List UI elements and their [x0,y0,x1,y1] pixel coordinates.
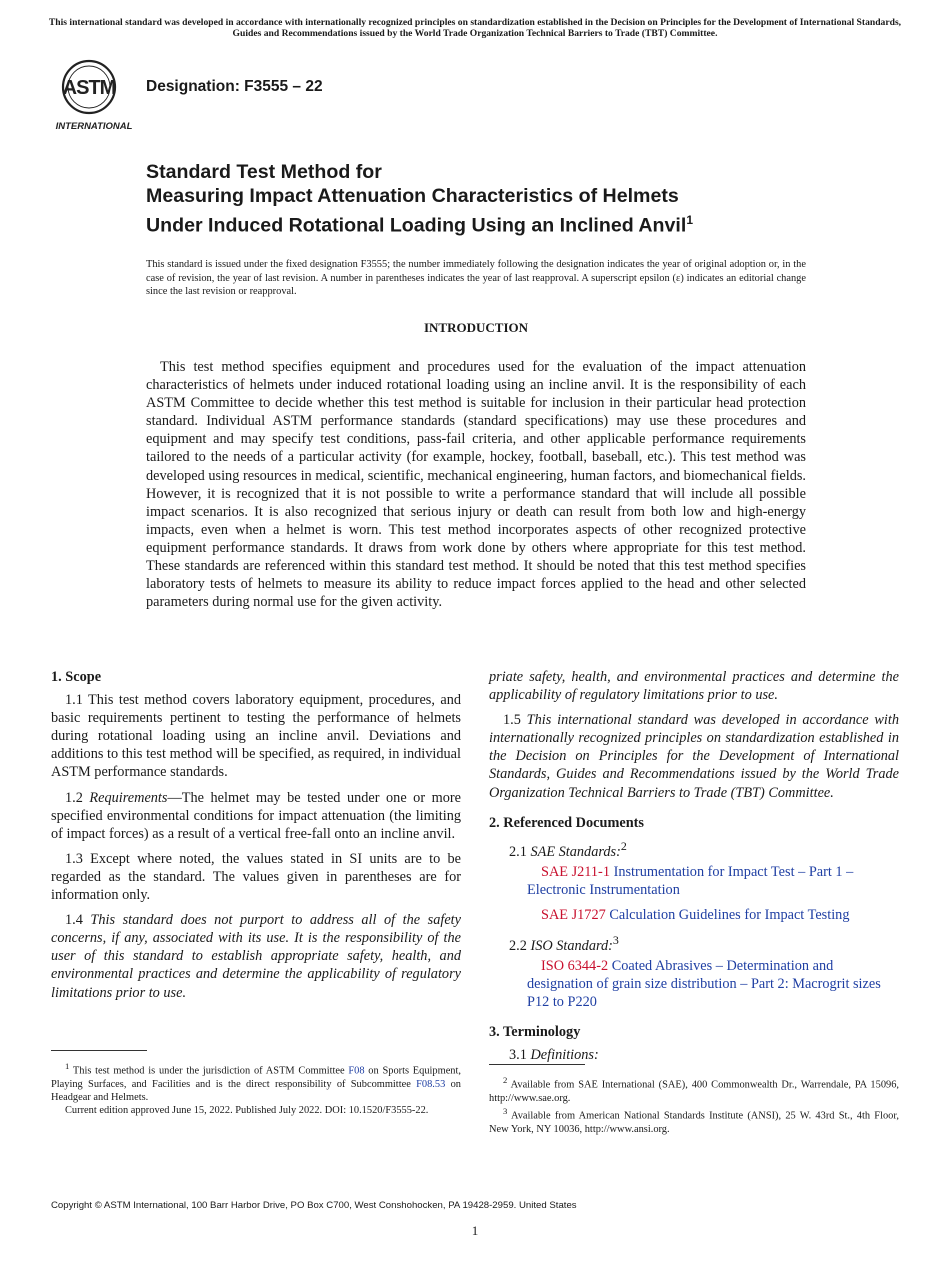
footnote-1: $^1$ This test method is under the jurisdiction of ASTM Committee F08 on Sports Equipment, Playing Surfaces, and Facilities and is the direct responsibility of Subcommittee F08.53 on Headgear and Helmets. [51,1061,461,1104]
astm-logo [52,57,136,133]
right-footnote-rule [489,1064,585,1065]
title-line-3: Under Induced Rotational Loading Using an Inclined Anvil$^1$ [146,213,693,237]
referenced-documents-heading: 2. Referenced Documents [489,814,644,831]
introduction-heading: INTRODUCTION [423,320,528,335]
title-line-1: Standard Test Method for [146,161,382,183]
ref-sae-j1727[interactable]: SAE J1727 Calculation Guidelines for Impact Testing [541,906,850,923]
ref-iso-6344-2[interactable]: ISO 6344-2 Coated Abrasives – Determination and designation of grain size distribution – Part 2: Macrogrit sizes P12 to P220 [527,957,881,1010]
paragraph-1-4: 1.4 This standard does not purport to address all of the safety concerns, if any, associated with its use. It is the responsibility of the user of this standard to establish appropriate safety, health, and environmental practices and determine the applicability of regulatory limitations prior to use. [51,912,461,1001]
scope-heading: 1. Scope [51,669,102,685]
footnote-2: $^2$ Available from SAE International (SAE), 400 Commonwealth Dr., Warrendale, PA 15096, http://www.sae.org. [489,1075,899,1104]
paragraph-1-2: 1.2 Requirements—The helmet may be tested under one or more specified environmental conditions for impact attenuation (the limiting of impact forces) as a result of a vertical free-fall onto an incline anvil. [51,789,461,842]
ref-sae-j211-1[interactable]: SAE J211-1 Instrumentation for Impact Test – Part 1 – Electronic Instrumentation [527,863,854,898]
footnote-link-f08-53[interactable]: F08.53 [416,1078,446,1090]
logo-text: ASTM [62,77,116,99]
iso-standard-label: 2.2 ISO Standard:$^3$ [509,932,619,954]
astm-logo-icon [52,57,136,133]
logo-subtext: INTERNATIONAL [55,121,133,132]
footnote-link-f08[interactable]: F08 [348,1065,365,1077]
definitions-label: 3.1 Definitions: [509,1047,599,1064]
issue-note: This standard is issued under the fixed designation F3555; the number immediately following the designation indicates the year of original adoption or, in the case of revision, the year of last revision. A number in parentheses indicates the year of last reapproval. A superscript epsilon (ε) indicates an editorial change since the last revision or reapproval. [146,259,806,297]
right-footnotes [489,1074,899,1136]
right-column [489,668,899,1066]
sae-standards-label: 2.1 SAE Standards:$^2$ [509,838,627,860]
paragraph-1-5: 1.5 This international standard was developed in accordance with internationally recognized principles on standardization established in the Decision on Principles for the Development of International Standards, Guides and Recommendations issued by the World Trade Organization Technical Barriers to Trade (TBT) Committee. [489,712,899,801]
introduction-body: This test method specifies equipment and procedures used for the evaluation of the impact attenuation characteristics of helmets under induced rotational loading using an incline anvil. It is the responsibility of each ASTM Committee to decide whether this test method is suitable for inclusion in their particular head protection standard. Individual ASTM performance standards (standard specifications) may use these procedures and equipment and may specify test conditions, pass-fail criteria, and other applicable performance requirements tailored to the needs of a particular activity (for example, hockey, football, baseball, etc.). This test method was developed using resources in medical, scientific, mechanical engineering, human factors, and biomechanical fields. However, it is recognized that it is not possible to write a performance standard that will include all possible impact scenarios. It is also recognized that serious injury or death can result from both low and high-energy impacts, even when a helmet is worn. This test method incorporates aspects of other recognized protective equipment performance standards. It draws from work done by others where appropriate for this test method. These standards are referenced within this standard test method. It should be noted that this test method specifies laboratory tests of helmets to measure its ability to reduce impact forces applied to the head and other selected parameters during normal use for the given activity. [146,359,806,611]
left-footnote-rule [51,1050,147,1051]
left-column [51,668,461,1001]
edition-note: Current edition approved June 15, 2022. Published July 2022. DOI: 10.1520/F3555-22. [65,1105,429,1117]
document-title [146,160,906,238]
left-footnotes [51,1060,461,1118]
paragraph-1-4-continued: priate safety, health, and environmental practices and determine the applicability of regulatory limitations prior to use. [489,669,899,704]
page-number: 1 [471,1223,479,1238]
copyright: Copyright © ASTM International, 100 Barr Harbor Drive, PO Box C700, West Conshohocken, PA 19428-2959. United States [51,1200,577,1211]
footnote-3: $^3$ Available from American National Standards Institute (ANSI), 25 W. 43rd St., 4th Floor, New York, NY 10036, http://www.ansi.org. [489,1106,899,1135]
title-footnote-mark: 1 [686,213,693,227]
title-line-2: Measuring Impact Attenuation Characteristics of Helmets [146,185,679,207]
top-notice: This international standard was developed in accordance with internationally recognized principles on standardization established in the Decision on Principles for the Development of International Standards, Guides and Recommendations issued by the World Trade Organization Technical Barriers to Trade (TBT) Committee. [48,17,902,39]
paragraph-1-1: 1.1 This test method covers laboratory equipment, procedures, and basic requirements pertinent to testing the performance of helmets during rotational loading using an incline anvil. Deviations and additions to this test method will be specified, as required, in individual ASTM performance standards. [51,692,461,781]
paragraph-1-3: 1.3 Except where noted, the values stated in SI units are to be regarded as the standard. The values given in parentheses are for information only. [51,850,461,904]
designation: Designation: F3555 – 22 [146,78,323,95]
terminology-heading: 3. Terminology [489,1024,581,1041]
